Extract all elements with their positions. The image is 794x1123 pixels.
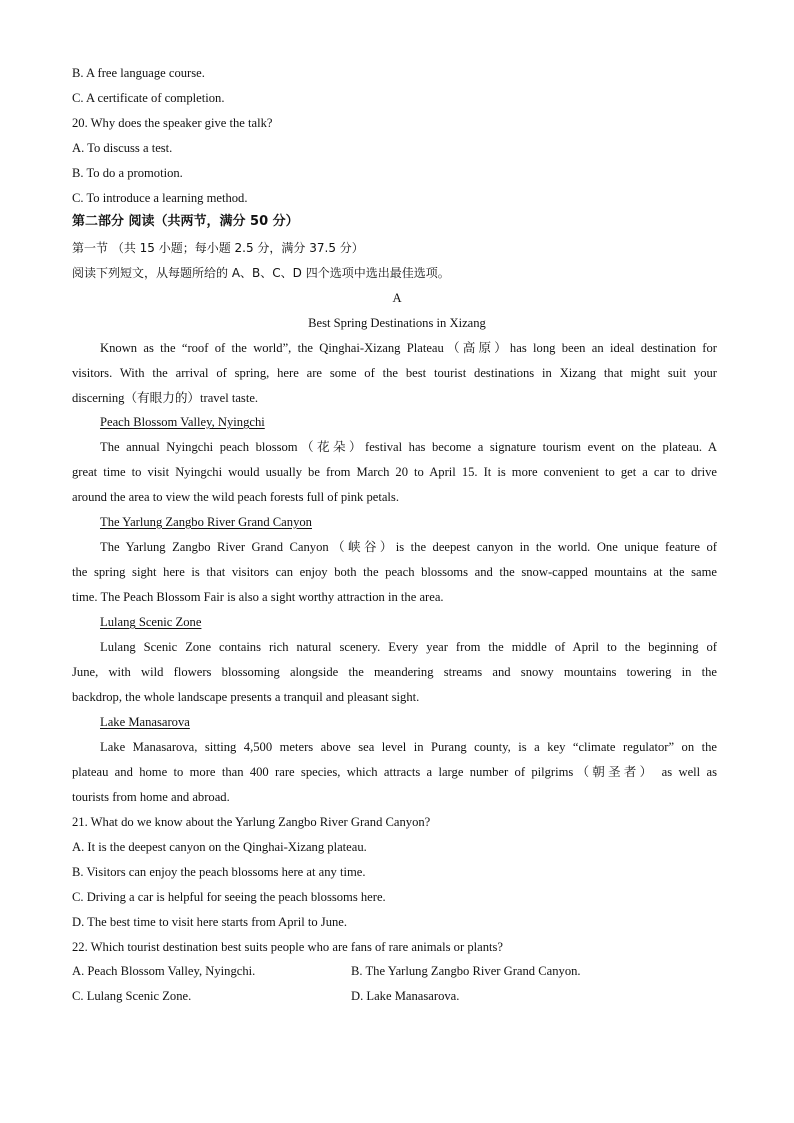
- q21-option-a: A. It is the deepest canyon on the Qinghai-Xizang plateau.: [72, 840, 367, 854]
- subsection-title: 第一节 （共 15 小题；每小题 2.5 分，满分 37.5 分）: [72, 241, 364, 255]
- p3-line-1: Lulang Scenic Zone contains rich natural scenery. Every year from the middle of April to the beginning of: [100, 640, 717, 654]
- p1-line-3: around the area to view the wild peach forests full of pink petals.: [72, 490, 399, 504]
- q19-option-c: C. A certificate of completion.: [72, 91, 225, 105]
- instruction: 阅读下列短文，从每题所给的 A、B、C、D 四个选项中选出最佳选项。: [72, 266, 450, 280]
- q20-option-a: A. To discuss a test.: [72, 141, 173, 155]
- p2-line-2: the spring sight here is that visitors can enjoy both the peach blossoms and the snow-capped mountains at the same: [72, 565, 717, 579]
- p4-line-2: plateau and home to more than 400 rare species, which attracts a large number of pilgrims（朝圣者） as well as: [72, 765, 717, 779]
- q22-question: 22. Which tourist destination best suits people who are fans of rare animals or plants?: [72, 940, 503, 954]
- q21-option-d: D. The best time to visit here starts from April to June.: [72, 915, 348, 929]
- intro-line-2: visitors. With the arrival of spring, here are some of the best tourist destinations in Xizang that might suit your: [72, 366, 717, 380]
- q22-option-a: A. Peach Blossom Valley, Nyingchi.: [72, 964, 256, 978]
- q20-question: 20. Why does the speaker give the talk?: [72, 116, 273, 130]
- q22-option-b: B. The Yarlung Zangbo River Grand Canyon.: [351, 964, 581, 978]
- p2-line-3: time. The Peach Blossom Fair is also a sight worthy attraction in the area.: [72, 590, 444, 604]
- heading-grand-canyon: The Yarlung Zangbo River Grand Canyon: [100, 515, 312, 529]
- q19-option-b: B. A free language course.: [72, 66, 205, 80]
- p2-line-1: The Yarlung Zangbo River Grand Canyon（峡谷）is the deepest canyon in the world. One unique feature of: [100, 540, 717, 554]
- passage-title: Best Spring Destinations in Xizang: [308, 316, 486, 330]
- q22-option-d: D. Lake Manasarova.: [351, 989, 460, 1003]
- p3-line-3: backdrop, the whole landscape presents a tranquil and pleasant sight.: [72, 690, 420, 704]
- p3-line-2: June, with wild flowers blossoming alongside the meandering streams and snowy mountains towering in the: [72, 665, 717, 679]
- heading-lulang: Lulang Scenic Zone: [100, 615, 202, 629]
- part-title: 第二部分 阅读（共两节，满分 50 分）: [72, 214, 299, 229]
- passage-letter: A: [392, 291, 402, 305]
- heading-lake-manasarova: Lake Manasarova: [100, 715, 190, 729]
- p4-line-3: tourists from home and abroad.: [72, 790, 230, 804]
- q21-option-c: C. Driving a car is helpful for seeing the peach blossoms here.: [72, 890, 386, 904]
- heading-peach-blossom-valley: Peach Blossom Valley, Nyingchi: [100, 415, 265, 429]
- q22-option-c: C. Lulang Scenic Zone.: [72, 989, 192, 1003]
- p1-line-2: great time to visit Nyingchi would usually be from March 20 to April 15. It is more convenient to get a car to drive: [72, 465, 717, 479]
- p1-line-1: The annual Nyingchi peach blossom（花朵）festival has become a signature tourism event on the plateau. A: [100, 440, 717, 454]
- intro-line-1: Known as the “roof of the world”, the Qinghai-Xizang Plateau（高原）has long been an ideal destination for: [100, 341, 717, 355]
- q20-option-c: C. To introduce a learning method.: [72, 191, 248, 205]
- intro-line-3: discerning（有眼力的）travel taste.: [72, 391, 259, 405]
- q21-option-b: B. Visitors can enjoy the peach blossoms here at any time.: [72, 865, 366, 879]
- q21-question: 21. What do we know about the Yarlung Zangbo River Grand Canyon?: [72, 815, 431, 829]
- q20-option-b: B. To do a promotion.: [72, 166, 183, 180]
- p4-line-1: Lake Manasarova, sitting 4,500 meters above sea level in Purang county, is a key “climate regulator” on the: [100, 740, 717, 754]
